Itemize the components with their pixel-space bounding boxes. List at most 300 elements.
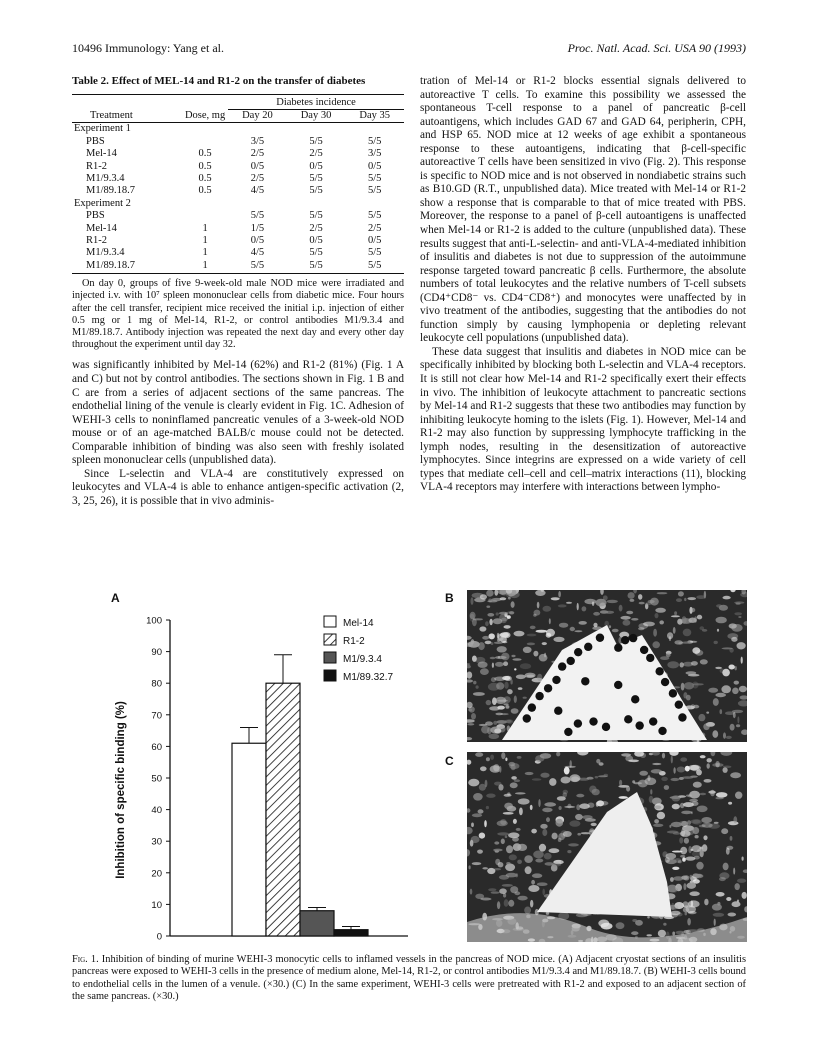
tissue-texture bbox=[682, 857, 686, 861]
tissue-texture bbox=[720, 709, 723, 714]
tissue-texture bbox=[605, 611, 615, 614]
tissue-texture bbox=[503, 661, 508, 666]
tissue-texture bbox=[704, 779, 712, 783]
tissue-texture bbox=[693, 782, 702, 788]
tissue-texture bbox=[577, 833, 581, 836]
tissue-texture bbox=[561, 777, 571, 784]
tissue-texture bbox=[677, 767, 686, 773]
tissue-texture bbox=[639, 602, 645, 605]
table-row bbox=[72, 235, 404, 247]
tissue-texture bbox=[507, 792, 510, 795]
tissue-texture bbox=[626, 611, 633, 615]
micrograph-b bbox=[467, 590, 747, 742]
tissue-texture bbox=[553, 637, 564, 642]
y-tick-label: 100 bbox=[146, 615, 162, 627]
tissue-texture bbox=[595, 776, 599, 778]
tissue-texture bbox=[527, 643, 535, 646]
tissue-texture bbox=[681, 876, 688, 880]
tissue-texture bbox=[721, 685, 731, 693]
tissue-texture bbox=[657, 812, 665, 820]
tissue-texture bbox=[565, 766, 576, 768]
tissue-texture bbox=[649, 796, 654, 803]
tissue-texture bbox=[684, 838, 689, 844]
tissue-texture bbox=[524, 855, 533, 863]
tissue-texture bbox=[700, 659, 708, 664]
table-cell-dose bbox=[182, 210, 228, 222]
tissue-texture bbox=[508, 900, 514, 907]
tissue-texture bbox=[730, 772, 741, 778]
tissue-texture bbox=[501, 618, 507, 624]
tissue-texture bbox=[734, 681, 739, 685]
tissue-texture bbox=[479, 626, 486, 631]
tissue-texture bbox=[587, 777, 594, 780]
bound-cell bbox=[658, 727, 666, 735]
legend-swatch bbox=[324, 616, 336, 627]
table-cell-treatment: Mel-14 bbox=[86, 148, 117, 160]
table-cell-treatment: Mel-14 bbox=[86, 222, 117, 234]
tissue-texture bbox=[467, 723, 474, 725]
tissue-texture bbox=[552, 833, 558, 840]
table-col-treatment: Treatment bbox=[90, 109, 133, 121]
tissue-texture bbox=[702, 844, 708, 852]
tissue-texture bbox=[692, 845, 702, 852]
tissue-texture bbox=[701, 817, 712, 823]
tissue-texture bbox=[503, 696, 510, 703]
tissue-texture bbox=[510, 782, 518, 788]
tissue-texture bbox=[507, 611, 513, 613]
tissue-texture bbox=[664, 785, 669, 790]
legend-swatch bbox=[324, 634, 336, 645]
bound-cell bbox=[602, 723, 610, 731]
tissue-texture bbox=[488, 888, 496, 891]
table-cell-d20: 5/5 bbox=[250, 259, 265, 271]
tissue-texture bbox=[726, 846, 733, 850]
tissue-texture bbox=[688, 765, 699, 770]
tissue-texture bbox=[540, 773, 549, 778]
tissue-texture bbox=[497, 706, 505, 710]
header-right: Proc. Natl. Acad. Sci. USA 90 (1993) bbox=[567, 41, 746, 55]
tissue-texture bbox=[509, 763, 519, 769]
bound-cell bbox=[678, 713, 686, 721]
tissue-texture bbox=[504, 625, 511, 629]
bound-cell bbox=[564, 728, 572, 736]
tissue-texture bbox=[727, 633, 738, 639]
tissue-texture bbox=[687, 918, 691, 925]
tissue-texture bbox=[498, 656, 500, 658]
table-cell-d35: 5/5 bbox=[367, 247, 382, 259]
tissue-texture bbox=[558, 591, 561, 597]
tissue-texture bbox=[530, 900, 533, 908]
table-cell-treatment: M1/9.3.4 bbox=[86, 172, 125, 184]
y-tick-label: 40 bbox=[151, 805, 162, 817]
tissue-texture bbox=[732, 688, 739, 695]
tissue-texture bbox=[670, 911, 680, 916]
tissue-texture bbox=[498, 784, 503, 790]
tissue-texture bbox=[516, 675, 526, 680]
table-cell-dose bbox=[182, 136, 228, 148]
tissue-texture bbox=[544, 802, 556, 806]
tissue-texture bbox=[513, 819, 517, 824]
tissue-texture bbox=[524, 907, 531, 915]
tissue-texture bbox=[616, 922, 625, 929]
table-cell-treatment: R1-2 bbox=[86, 235, 107, 247]
tissue-texture bbox=[525, 673, 536, 678]
y-tick-label: 60 bbox=[151, 741, 162, 753]
panel-label-b: B bbox=[445, 591, 454, 605]
bound-cell bbox=[596, 634, 604, 642]
tissue-texture bbox=[576, 794, 584, 798]
tissue-texture bbox=[658, 930, 666, 937]
chart-y-axis-label: Inhibition of specific binding (%) bbox=[115, 701, 127, 879]
tissue-texture bbox=[719, 872, 729, 879]
y-tick-label: 30 bbox=[151, 836, 162, 848]
tissue-texture bbox=[478, 662, 488, 668]
tissue-texture bbox=[495, 713, 503, 716]
tissue-texture bbox=[531, 829, 537, 834]
tissue-texture bbox=[737, 642, 746, 649]
table-cell-dose: 1 bbox=[202, 259, 208, 271]
tissue-texture bbox=[510, 679, 512, 684]
tissue-texture bbox=[667, 632, 673, 639]
tissue-texture bbox=[735, 792, 742, 799]
tissue-texture bbox=[628, 760, 639, 763]
table-cell-d20: 3/5 bbox=[250, 135, 265, 147]
tissue-texture bbox=[487, 600, 497, 602]
legend-label: Mel-14 bbox=[343, 618, 374, 629]
tissue-texture bbox=[514, 668, 516, 670]
tissue-texture bbox=[598, 775, 608, 777]
tissue-texture bbox=[481, 726, 489, 734]
bound-cell bbox=[629, 634, 637, 642]
tissue-texture bbox=[596, 802, 599, 807]
table-row bbox=[72, 260, 404, 272]
tissue-texture bbox=[494, 642, 503, 644]
tissue-texture bbox=[669, 825, 671, 828]
tissue-texture bbox=[490, 657, 496, 660]
tissue-texture bbox=[693, 705, 699, 709]
tissue-texture bbox=[671, 756, 673, 764]
tissue-texture bbox=[544, 653, 546, 658]
tissue-texture bbox=[692, 682, 699, 689]
tissue-texture bbox=[487, 868, 495, 874]
tissue-texture bbox=[485, 780, 488, 787]
tissue-texture bbox=[575, 814, 583, 820]
tissue-texture bbox=[688, 900, 700, 907]
tissue-texture bbox=[506, 862, 510, 865]
tissue-texture bbox=[473, 681, 476, 685]
bound-cell bbox=[535, 692, 543, 700]
tissue-texture bbox=[687, 820, 691, 825]
tissue-texture bbox=[489, 619, 492, 625]
tissue-texture bbox=[654, 819, 659, 823]
bound-cell bbox=[567, 657, 575, 665]
tissue-texture bbox=[619, 780, 622, 786]
tissue-texture bbox=[691, 661, 698, 666]
tissue-texture bbox=[593, 623, 597, 628]
table-cell-dose: 0.5 bbox=[198, 160, 212, 172]
tissue-texture bbox=[598, 920, 609, 928]
tissue-texture bbox=[563, 792, 568, 797]
table-row bbox=[72, 185, 404, 197]
tissue-texture bbox=[538, 799, 540, 807]
tissue-texture bbox=[736, 724, 740, 727]
tissue-texture bbox=[523, 697, 527, 699]
tissue-texture bbox=[621, 753, 631, 756]
tissue-texture bbox=[515, 792, 526, 794]
tissue-texture bbox=[502, 641, 507, 643]
tissue-texture bbox=[680, 831, 691, 837]
bound-cell bbox=[614, 681, 622, 689]
table-col-day: Day 20 bbox=[242, 109, 273, 121]
bound-cell bbox=[621, 636, 629, 644]
tissue-texture bbox=[472, 862, 482, 865]
tissue-texture bbox=[509, 854, 517, 860]
tissue-texture bbox=[546, 629, 555, 637]
tissue-texture bbox=[551, 863, 561, 867]
tissue-texture bbox=[500, 819, 506, 825]
tissue-texture bbox=[729, 665, 735, 670]
tissue-texture bbox=[607, 600, 618, 603]
tissue-texture bbox=[713, 913, 725, 917]
tissue-texture bbox=[471, 597, 474, 605]
tissue-texture bbox=[570, 627, 575, 631]
tissue-texture bbox=[690, 641, 698, 643]
tissue-texture bbox=[482, 867, 488, 869]
tissue-texture bbox=[486, 700, 492, 705]
table-col-group: Diabetes incidence bbox=[228, 94, 404, 109]
tissue-texture bbox=[520, 663, 531, 669]
tissue-texture bbox=[582, 606, 587, 611]
tissue-texture bbox=[728, 802, 732, 805]
tissue-texture bbox=[713, 698, 719, 706]
figure-caption-lead: Fig. 1. bbox=[72, 954, 99, 965]
table-cell-dose: 1 bbox=[202, 247, 208, 259]
tissue-texture bbox=[542, 889, 545, 896]
tissue-texture bbox=[715, 667, 722, 669]
tissue-texture bbox=[493, 849, 503, 852]
tissue-texture bbox=[723, 863, 729, 871]
table-row bbox=[72, 173, 404, 185]
tissue-texture bbox=[652, 763, 661, 765]
tissue-texture bbox=[643, 622, 655, 627]
table-cell-d30: 5/5 bbox=[309, 259, 323, 271]
tissue-texture bbox=[539, 844, 546, 852]
tissue-texture bbox=[623, 620, 631, 626]
tissue-texture bbox=[708, 688, 718, 693]
tissue-texture bbox=[700, 793, 707, 795]
tissue-texture bbox=[546, 912, 549, 915]
tissue-texture bbox=[532, 873, 542, 878]
tissue-texture bbox=[671, 615, 680, 617]
tissue-texture bbox=[540, 753, 551, 759]
tissue-texture bbox=[568, 843, 579, 846]
tissue-texture bbox=[495, 662, 504, 667]
micrograph-c bbox=[467, 752, 747, 942]
table-cell-d35: 5/5 bbox=[367, 135, 382, 147]
tissue-texture bbox=[579, 621, 587, 625]
tissue-texture bbox=[558, 604, 567, 607]
tissue-texture bbox=[741, 657, 743, 664]
tissue-texture bbox=[577, 603, 579, 610]
tissue-texture bbox=[496, 682, 504, 690]
tissue-texture bbox=[542, 808, 552, 813]
figure-caption-text: Inhibition of binding of murine WEHI-3 monocytic cells to inflamed vessels in the pancreas of NOD mice. (A) Adjacent cryostat sections of an insulitis pancreas were exposed to WEHI-3 cells in the presence of medium alone, Mel-14, R1-2, or control antibodies M1/9.3.4 and M1/89.18.7. (B) WEHI-3 cells bound to endothelial cells in the lumen of a venule. (×30.) (C) In the same experiment, WEHI-3 cells were pretreated with R1-2 and exposed to an adjacent section of the same pancreas. (×30.) bbox=[72, 954, 746, 1002]
tissue-texture bbox=[732, 901, 741, 907]
tissue-texture bbox=[527, 634, 537, 637]
tissue-texture bbox=[506, 845, 513, 853]
tissue-texture bbox=[626, 786, 630, 792]
tissue-texture bbox=[569, 820, 580, 826]
tissue-texture bbox=[717, 902, 720, 906]
table-experiment-row bbox=[72, 123, 404, 136]
tissue-texture bbox=[543, 606, 552, 612]
tissue-texture bbox=[619, 605, 623, 612]
tissue-texture bbox=[731, 624, 742, 632]
tissue-texture bbox=[497, 633, 500, 639]
tissue-texture bbox=[712, 904, 722, 911]
tissue-texture bbox=[480, 668, 489, 675]
tissue-texture bbox=[470, 612, 476, 619]
tissue-texture bbox=[671, 887, 678, 893]
tissue-texture bbox=[742, 857, 744, 861]
tissue-texture bbox=[723, 767, 728, 773]
tissue-texture bbox=[505, 758, 507, 762]
tissue-texture bbox=[716, 792, 728, 797]
bound-cell bbox=[544, 684, 552, 692]
tissue-texture bbox=[680, 855, 685, 858]
tissue-texture bbox=[536, 630, 548, 633]
tissue-texture bbox=[678, 860, 682, 863]
table-cell-dose: 1 bbox=[202, 235, 208, 247]
tissue-texture bbox=[486, 590, 493, 597]
tissue-texture bbox=[490, 755, 494, 760]
table-cell-dose: 0.5 bbox=[198, 148, 212, 160]
tissue-texture bbox=[693, 874, 702, 877]
table-cell-treatment: M1/9.3.4 bbox=[86, 247, 125, 259]
tissue-texture bbox=[540, 824, 547, 829]
tissue-texture bbox=[539, 654, 548, 662]
table-row bbox=[72, 210, 404, 222]
tissue-texture bbox=[673, 767, 675, 773]
table-cell-d35: 3/5 bbox=[367, 148, 382, 160]
tissue-texture bbox=[698, 714, 705, 721]
tissue-texture bbox=[653, 824, 663, 827]
tissue-texture bbox=[525, 772, 534, 775]
bar-chart bbox=[108, 612, 418, 944]
bound-cell bbox=[635, 721, 643, 729]
tissue-texture bbox=[518, 687, 523, 690]
tissue-texture bbox=[723, 766, 732, 769]
y-tick-label: 0 bbox=[156, 931, 162, 943]
tissue-texture bbox=[733, 816, 737, 823]
tissue-texture bbox=[681, 683, 685, 691]
panel-label-c: C bbox=[445, 754, 454, 768]
tissue-texture bbox=[546, 817, 550, 822]
table-cell-d35: 0/5 bbox=[367, 235, 382, 247]
tissue-texture bbox=[515, 873, 518, 877]
bound-cell bbox=[640, 646, 648, 654]
tissue-texture bbox=[486, 606, 490, 608]
bound-cell bbox=[581, 677, 589, 685]
table-cell-d35: 5/5 bbox=[367, 172, 382, 184]
tissue-texture bbox=[511, 601, 515, 608]
tissue-texture bbox=[478, 809, 484, 813]
tissue-texture bbox=[551, 597, 560, 600]
tissue-texture bbox=[690, 776, 698, 778]
tissue-texture bbox=[655, 613, 659, 618]
tissue-texture bbox=[712, 730, 718, 738]
bound-cell bbox=[554, 707, 562, 715]
tissue-texture bbox=[688, 846, 691, 853]
tissue-texture bbox=[672, 804, 680, 810]
bound-cell bbox=[624, 715, 632, 723]
table-row bbox=[72, 223, 404, 235]
tissue-texture bbox=[706, 712, 709, 714]
tissue-texture bbox=[700, 626, 705, 630]
tissue-texture bbox=[742, 892, 747, 899]
tissue-texture bbox=[655, 608, 666, 613]
tissue-texture bbox=[503, 703, 508, 705]
tissue-texture bbox=[472, 813, 482, 817]
tissue-texture bbox=[471, 836, 480, 843]
tissue-texture bbox=[631, 618, 638, 621]
tissue-texture bbox=[638, 594, 642, 600]
bound-cell bbox=[574, 648, 582, 656]
bound-cell bbox=[574, 719, 582, 727]
tissue-texture bbox=[667, 661, 679, 668]
tissue-texture bbox=[500, 632, 509, 637]
tissue-texture bbox=[680, 847, 687, 855]
y-tick-label: 10 bbox=[151, 899, 162, 911]
tissue-texture bbox=[479, 833, 485, 839]
tissue-texture bbox=[493, 764, 499, 771]
tissue-texture bbox=[495, 859, 500, 865]
tissue-texture bbox=[532, 778, 542, 781]
tissue-texture bbox=[533, 851, 544, 859]
table-cell-d30: 5/5 bbox=[309, 247, 323, 259]
tissue-texture bbox=[650, 789, 652, 794]
table-col-day: Day 30 bbox=[300, 109, 332, 121]
tissue-texture bbox=[591, 823, 597, 826]
tissue-texture bbox=[501, 839, 505, 845]
tissue-texture bbox=[505, 720, 512, 723]
running-header bbox=[72, 41, 746, 57]
tissue-texture bbox=[650, 598, 659, 606]
bound-cell bbox=[631, 695, 639, 703]
tissue-texture bbox=[737, 716, 739, 723]
table-cell-d20: 5/5 bbox=[250, 210, 265, 222]
tissue-texture bbox=[737, 879, 746, 883]
tissue-texture bbox=[497, 832, 509, 835]
tissue-texture bbox=[499, 888, 507, 894]
tissue-texture bbox=[528, 885, 539, 892]
tissue-texture bbox=[657, 592, 668, 594]
tissue-texture bbox=[537, 674, 542, 681]
tissue-texture bbox=[662, 753, 665, 759]
tissue-texture bbox=[549, 848, 560, 853]
tissue-texture bbox=[508, 597, 511, 600]
table-cell-d35: 5/5 bbox=[367, 185, 382, 197]
tissue-texture bbox=[716, 892, 725, 897]
tissue-texture bbox=[684, 598, 686, 601]
table-cell-d35: 5/5 bbox=[367, 210, 382, 222]
tissue-texture bbox=[672, 795, 681, 801]
tissue-texture bbox=[519, 808, 523, 816]
tissue-texture bbox=[638, 780, 648, 788]
tissue-texture bbox=[489, 633, 495, 639]
tissue-texture bbox=[491, 891, 500, 893]
tissue-texture bbox=[486, 757, 490, 761]
